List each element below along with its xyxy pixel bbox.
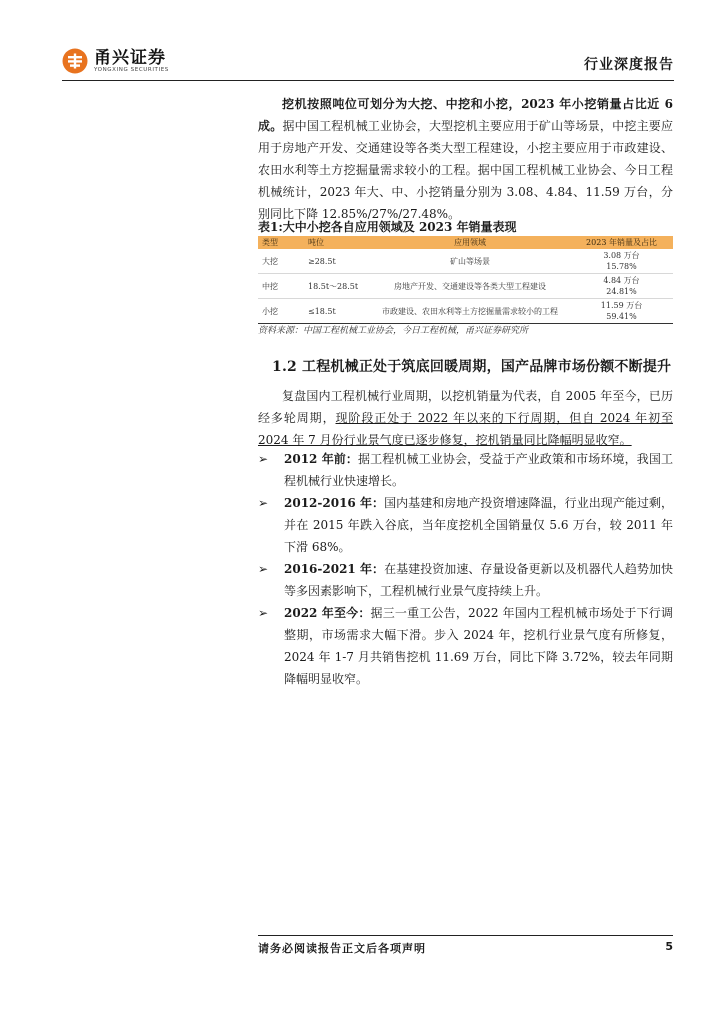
excavator-sales-table (258, 236, 673, 324)
cell-type: 中挖 (258, 274, 308, 299)
cell-sales-value: 3.08 万台 (603, 251, 640, 260)
arrow-bullet-icon: ➢ (258, 562, 269, 576)
list-item-label: 2012 年前： (284, 452, 359, 466)
list-item (258, 558, 673, 602)
list-item-text: 据三一重工公告，2022 年国内工程机械市场处于下行调整期，市场需求大幅下滑。步入 2024 年，挖机行业景气度有所修复，2024 年 1-7 月共销售挖机 11.69 万台，同比下降 3.72%，较去年同期降幅明显收窄。 (284, 606, 673, 686)
cell-tonnage: ≥28.5t (308, 249, 370, 274)
cell-tonnage: 18.5t～28.5t (308, 274, 370, 299)
table-row (258, 299, 673, 324)
column-header-type: 类型 (258, 236, 308, 249)
list-item (258, 602, 673, 690)
paragraph-body: 复盘国内工程机械行业周期，以挖机销量为代表，自 2005 年至今，已历经多轮周期， (258, 389, 673, 425)
cell-type: 小挖 (258, 299, 308, 324)
column-header-field: 应用领域 (370, 236, 570, 249)
brand-name-cn: 甬兴证券 (94, 47, 166, 68)
header-divider (62, 80, 674, 81)
list-item-text: 在基建投资加速、存量设备更新以及机器代人趋势加快等多因素影响下，工程机械行业景气度持续上升。 (284, 562, 673, 598)
cell-tonnage: ≤18.5t (308, 299, 370, 324)
document-type: 行业深度报告 (584, 57, 674, 73)
cell-sales-value: 11.59 万台 (600, 301, 643, 310)
cell-sales (570, 274, 673, 299)
brand-logo-icon (62, 48, 88, 74)
column-header-sales: 2023 年销量及占比 (570, 236, 673, 249)
cell-sales-share: 15.78% (606, 262, 637, 271)
paragraph-underlined: 现阶段正处于 2022 年以来的下行周期，但自 2024 年初至 2024 年 7 月份行业景气度已逐步修复，挖机销量同比降幅明显收窄。 (258, 411, 673, 447)
footer-disclaimer: 请务必阅读报告正文后各项声明 (258, 942, 426, 955)
paragraph-body: 据中国工程机械工业协会，大型挖机主要应用于矿山等场景，中挖主要应用于房地产开发、交通建设等各类大型工程建设，小挖主要应用于市政建设、农田水利等土方挖掘量需求较小的工程。据中国工程机械工业协会、今日工程机械统计，2023 年大、中、小挖销量分别为 3.08、4.84、11.59 万台，分别同比下降 12.85%/27%/27.48%。 (258, 119, 673, 221)
footer-divider (258, 935, 673, 936)
cell-sales-share: 24.81% (606, 287, 637, 296)
arrow-bullet-icon: ➢ (258, 452, 269, 466)
page-number: 5 (665, 940, 673, 953)
cell-sales-value: 4.84 万台 (603, 276, 640, 285)
table-source-note: 资料来源：中国工程机械工业协会，今日工程机械，甬兴证券研究所 (258, 326, 529, 336)
brand-name-en: YONGXING SECURITIES (94, 66, 169, 73)
list-item-text: 国内基建和房地产投资增速降温，行业出现产能过剩，并在 2015 年跌入谷底，当年度挖机全国销量仅 5.6 万台，较 2011 年下滑 68%。 (284, 496, 673, 554)
list-item (258, 448, 673, 492)
column-header-tonnage: 吨位 (308, 236, 370, 249)
list-item-label: 2012-2016 年： (284, 496, 385, 510)
paragraph-excavator-classification (258, 93, 673, 225)
cell-type: 大挖 (258, 249, 308, 274)
cell-sales (570, 249, 673, 274)
list-item-label: 2016-2021 年： (284, 562, 385, 576)
table-header-row (258, 236, 673, 249)
paragraph-industry-cycle (258, 385, 673, 451)
page-header (62, 44, 674, 80)
arrow-bullet-icon: ➢ (258, 606, 269, 620)
cell-sales-share: 59.41% (606, 312, 637, 321)
cell-field: 房地产开发、交通建设等各类大型工程建设 (370, 274, 570, 299)
arrow-bullet-icon: ➢ (258, 496, 269, 510)
paragraph-bold-lead: 挖机按照吨位可划分为大挖、中挖和小挖，2023 年小挖销量占比近 6 成。 (258, 97, 673, 133)
brand-logo (62, 48, 169, 74)
list-item-text: 据工程机械工业协会，受益于产业政策和市场环境，我国工程机械行业快速增长。 (284, 452, 673, 488)
list-item (258, 492, 673, 558)
cell-field: 矿山等场景 (370, 249, 570, 274)
table-row (258, 249, 673, 274)
table-row (258, 274, 673, 299)
cell-field: 市政建设、农田水利等土方挖掘量需求较小的工程 (370, 299, 570, 324)
section-heading: 1.2 工程机械正处于筑底回暖周期，国产品牌市场份额不断提升 (272, 359, 672, 375)
table-title: 表1:大中小挖各自应用领域及 2023 年销量表现 (258, 220, 517, 234)
cell-sales (570, 299, 673, 324)
list-item-label: 2022 年至今： (284, 606, 371, 620)
